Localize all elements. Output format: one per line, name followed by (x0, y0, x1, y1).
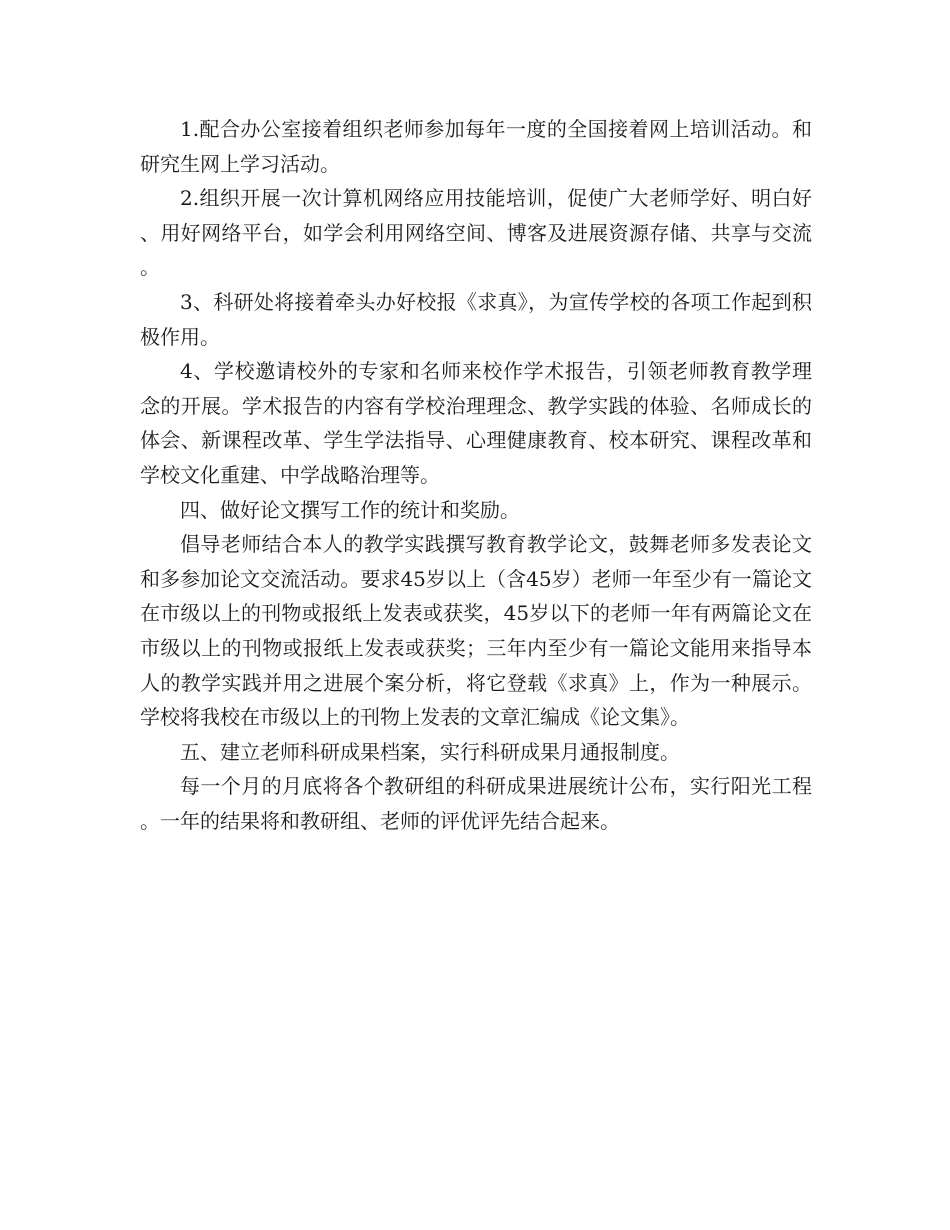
section-heading-5: 五、建立老师科研成果档案，实行科研成果月通报制度。 (180, 739, 680, 764)
paragraph-papers: 倡导老师结合本人的教学实践撰写教育教学论文，鼓舞老师多发表论文和多参加论文交流活动。要求45岁以上（含45岁）老师一年至少有一篇论文在市级以上的刊物或报纸上发表或获奖，45岁以下的老师一年有两篇论文在市级以上的刊物或报纸上发表或获奖；三年内至少有一篇论文能用来指导本人的教学实践并用之进展个案分析，将它登载《求真》上，作为一种展示。学校将我校在市级以上的刊物上发表的文章汇编成《论文集》。 (140, 532, 812, 730)
section-heading-4: 四、做好论文撰写工作的统计和奖励。 (180, 497, 520, 522)
paragraph-item-3: 3、科研处将接着牵头办好校报《求真》，为宣传学校的各项工作起到积极作用。 (140, 289, 812, 349)
paragraph-monthly-report: 每一个月的月底将各个教研组的科研成果进展统计公布，实行阳光工程。一年的结果将和教研组、老师的评优评先结合起来。 (140, 774, 812, 833)
document-body (140, 112, 812, 838)
paragraph-item-4: 4、学校邀请校外的专家和名师来校作学术报告，引领老师教育教学理念的开展。学术报告的内容有学校治理理念、教学实践的体验、名师成长的体会、新课程改革、学生学法指导、心理健康教育、校本研究、课程改革和学校文化重建、中学战略治理等。 (140, 359, 812, 487)
paragraph-item-1: 1.配合办公室接着组织老师参加每年一度的全国接着网上培训活动。和研究生网上学习活动。 (140, 117, 812, 176)
paragraph-item-2: 2.组织开展一次计算机网络应用技能培训，促使广大老师学好、明白好、用好网络平台，如学会利用网络空间、博客及进展资源存储、共享与交流。 (140, 186, 812, 280)
